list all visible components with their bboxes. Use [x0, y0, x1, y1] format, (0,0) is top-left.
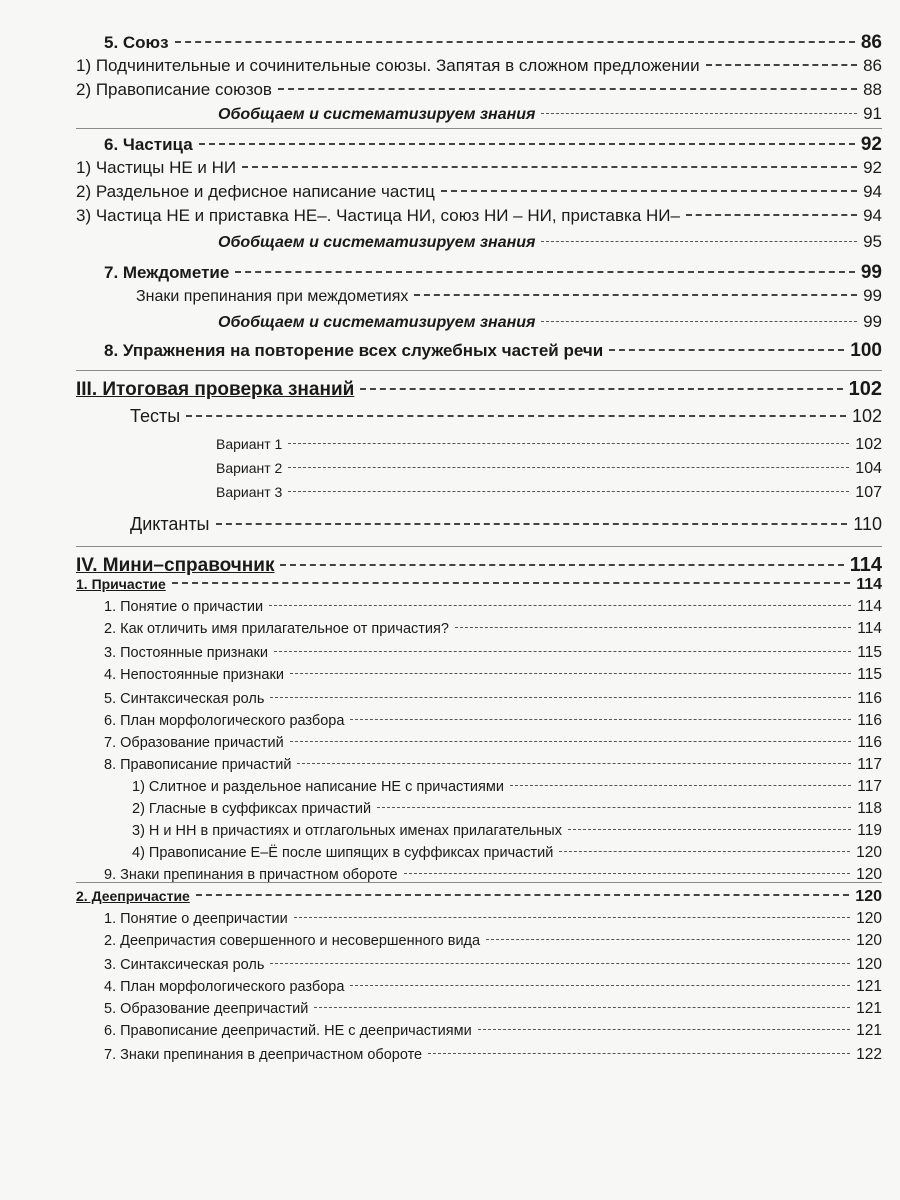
toc-page-number: 91: [863, 104, 882, 123]
toc-page-number: 94: [863, 182, 882, 201]
dot-leader: [294, 917, 850, 918]
dot-leader: [175, 41, 855, 43]
toc-entry: [76, 206, 882, 226]
toc-entry: [104, 644, 882, 662]
toc-entry: [104, 134, 882, 156]
toc-page-number: 118: [857, 800, 882, 817]
toc-page-number: 94: [863, 206, 882, 225]
toc-entry: [216, 436, 882, 454]
toc-entry-title: 3. Постоянные признаки: [104, 645, 268, 661]
toc-entry-title: 7. Знаки препинания в деепричастном обороте: [104, 1047, 423, 1063]
toc-entry: [130, 514, 882, 535]
dot-leader: [288, 491, 849, 492]
toc-page-number: 95: [863, 232, 882, 251]
toc-page-number: 121: [856, 1022, 882, 1039]
toc-entry: [104, 756, 882, 774]
toc-page-number: 107: [855, 484, 882, 501]
dot-leader: [404, 873, 851, 874]
toc-page-number: 116: [857, 712, 882, 729]
dot-leader: [350, 985, 850, 986]
dot-leader: [235, 271, 855, 273]
toc-entry-title: 2. Деепричастие: [76, 888, 190, 904]
toc-entry: [76, 158, 882, 178]
dot-leader: [541, 113, 857, 114]
toc-page-number: 102: [851, 406, 882, 426]
toc-entry: [104, 1022, 882, 1040]
section-divider: [76, 370, 882, 371]
dot-leader: [706, 64, 857, 66]
toc-entry-title: 1. Понятие о деепричастии: [104, 911, 288, 927]
dot-leader: [280, 564, 843, 566]
toc-page-number: 116: [857, 690, 882, 707]
toc-entry-title: 9. Знаки препинания в причастном обороте: [104, 867, 398, 883]
toc-entry: [104, 1046, 882, 1064]
dot-leader: [290, 673, 851, 674]
dot-leader: [377, 807, 851, 808]
toc-entry: [216, 460, 882, 478]
toc-entry-title: 6. Частица: [104, 135, 193, 154]
toc-entry: [132, 778, 882, 796]
toc-entry: [76, 80, 882, 100]
toc-entry: [136, 286, 882, 306]
dot-leader: [360, 388, 842, 390]
toc-entry: [130, 406, 882, 427]
toc-entry: [104, 734, 882, 752]
toc-page-number: 120: [856, 932, 882, 949]
toc-entry: [76, 888, 882, 906]
dot-leader: [486, 939, 850, 940]
dot-leader: [278, 88, 857, 90]
dot-leader: [288, 443, 849, 444]
toc-entry-title: 8. Упражнения на повторение всех служебных частей речи: [104, 341, 604, 360]
toc-page-number: 114: [857, 598, 882, 615]
toc-page-number: 120: [855, 888, 882, 905]
dot-leader: [350, 719, 851, 720]
toc-entry-title: Вариант 3: [216, 484, 283, 500]
toc-entry: [104, 620, 882, 638]
toc-entry: [76, 378, 882, 401]
toc-page-number: 115: [857, 666, 882, 683]
toc-entry-title: Диктанты: [130, 514, 210, 534]
dot-leader: [297, 763, 851, 764]
toc-page-number: 121: [856, 1000, 882, 1017]
toc-entry-title: 3. Синтаксическая роль: [104, 957, 265, 973]
toc-entry-title: 4. Непостоянные признаки: [104, 667, 284, 683]
toc-entry: [76, 576, 882, 594]
toc-entry-title: Тесты: [130, 406, 181, 426]
toc-entry: [216, 484, 882, 502]
toc-page-number: 116: [857, 734, 882, 751]
toc-entry: [104, 32, 882, 54]
dot-leader: [686, 214, 857, 216]
toc-page-number: 120: [856, 956, 882, 973]
toc-entry: [76, 56, 882, 76]
toc-page-number: 114: [849, 554, 882, 576]
toc-page-number: 120: [856, 844, 882, 861]
toc-entry: [104, 690, 882, 708]
toc-page-number: 99: [863, 312, 882, 331]
toc-entry: [104, 1000, 882, 1018]
toc-entry-title: 1. Причастие: [76, 576, 166, 592]
dot-leader: [314, 1007, 850, 1008]
toc-entry-title: 7. Образование причастий: [104, 735, 284, 751]
dot-leader: [609, 349, 844, 351]
toc-entry-title: 4) Правописание Е–Ё после шипящих в суффиксах причастий: [132, 845, 554, 861]
toc-page-number: 88: [863, 80, 882, 99]
dot-leader: [568, 829, 851, 830]
dot-leader: [288, 467, 849, 468]
toc-page-number: 104: [855, 460, 882, 477]
toc-page-number: 86: [860, 32, 882, 53]
toc-entry: [104, 978, 882, 996]
dot-leader: [478, 1029, 850, 1030]
dot-leader: [270, 963, 850, 964]
toc-entry-title: 2) Гласные в суффиксах причастий: [132, 801, 372, 817]
toc-entry-title: Вариант 2: [216, 460, 283, 476]
toc-entry-title: Знаки препинания при междометиях: [136, 288, 409, 305]
toc-page-number: 110: [853, 514, 882, 534]
toc-page-number: 92: [860, 134, 882, 155]
toc-entry: [104, 932, 882, 950]
toc-entry-title: III. Итоговая проверка знаний: [76, 379, 355, 400]
toc-entry-title: Обобщаем и систематизируем знания: [218, 106, 536, 123]
dot-leader: [428, 1053, 850, 1054]
dot-leader: [172, 582, 850, 584]
toc-entry-title: 4. План морфологического разбора: [104, 979, 345, 995]
toc-entry-title: Обобщаем и систематизируем знания: [218, 234, 536, 251]
toc-entry: [218, 104, 882, 124]
toc-entry: [132, 800, 882, 818]
toc-entry-title: 8. Правописание причастий: [104, 757, 292, 773]
dot-leader: [242, 166, 857, 168]
toc-entry-title: 6. План морфологического разбора: [104, 713, 345, 729]
dot-leader: [455, 627, 851, 628]
dot-leader: [186, 415, 846, 417]
toc-entry-title: 6. Правописание деепричастий. НЕ с деепричастиями: [104, 1023, 472, 1039]
toc-entry-title: Обобщаем и систематизируем знания: [218, 314, 536, 331]
toc-page-number: 86: [863, 56, 882, 75]
toc-page-number: 115: [857, 644, 882, 661]
toc-entry: [132, 822, 882, 840]
dot-leader: [441, 190, 857, 192]
toc-page-number: 120: [856, 910, 882, 927]
toc-entry: [104, 598, 882, 616]
dot-leader: [269, 605, 851, 606]
toc-page-number: 121: [856, 978, 882, 995]
toc-entry: [104, 340, 882, 362]
dot-leader: [270, 697, 851, 698]
toc-page-number: 114: [857, 620, 882, 637]
dot-leader: [541, 241, 857, 242]
section-divider: [76, 882, 882, 883]
dot-leader: [510, 785, 851, 786]
toc-entry-title: 3) Н и НН в причастиях и отглагольных именах прилагательных: [132, 823, 562, 839]
toc-entry-title: 1) Частицы НЕ и НИ: [76, 158, 237, 177]
dot-leader: [541, 321, 857, 322]
toc-entry: [76, 554, 882, 577]
toc-entry: [76, 182, 882, 202]
toc-page-number: 120: [856, 866, 882, 883]
dot-leader: [216, 523, 848, 525]
toc-entry-title: Вариант 1: [216, 436, 283, 452]
dot-leader: [290, 741, 852, 742]
toc-entry-title: 3) Частица НЕ и приставка НЕ–. Частица НИ, союз НИ – НИ, приставка НИ–: [76, 206, 680, 225]
dot-leader: [414, 294, 857, 296]
toc-entry-title: 2. Деепричастия совершенного и несовершенного вида: [104, 933, 481, 949]
toc-entry: [132, 844, 882, 862]
toc-page-number: 122: [856, 1046, 882, 1063]
toc-entry-title: 2) Правописание союзов: [76, 80, 272, 99]
toc-entry-title: 1) Слитное и раздельное написание НЕ с причастиями: [132, 779, 504, 795]
toc-page-number: 99: [863, 286, 882, 305]
toc-entry-title: 5. Синтаксическая роль: [104, 691, 265, 707]
toc-entry-title: 1) Подчинительные и сочинительные союзы. Запятая в сложном предложении: [76, 56, 700, 75]
toc-entry-title: 2) Раздельное и дефисное написание частиц: [76, 182, 435, 201]
toc-entry: [218, 312, 882, 332]
toc-entry: [104, 666, 882, 684]
toc-entry-title: IV. Мини–справочник: [76, 555, 275, 576]
toc-entry-title: 5. Образование деепричастий: [104, 1001, 309, 1017]
toc-page-number: 102: [855, 436, 882, 453]
toc-entry-title: 5. Союз: [104, 33, 169, 52]
toc-entry-title: 1. Понятие о причастии: [104, 599, 264, 615]
toc-page-number: 92: [863, 158, 882, 177]
toc-page-number: 117: [857, 756, 882, 773]
toc-page-number: 100: [850, 340, 882, 361]
toc-entry: [104, 910, 882, 928]
section-divider: [76, 128, 882, 129]
dot-leader: [559, 851, 850, 852]
toc-entry-title: 2. Как отличить имя прилагательное от причастия?: [104, 621, 449, 637]
toc-entry-title: 7. Междометие: [104, 263, 230, 282]
toc-page-number: 102: [848, 378, 882, 400]
toc-page-number: 117: [857, 778, 882, 795]
dot-leader: [196, 894, 849, 896]
toc-page-number: 99: [860, 262, 882, 283]
toc-entry: [104, 712, 882, 730]
dot-leader: [274, 651, 851, 652]
section-divider: [76, 546, 882, 547]
dot-leader: [199, 143, 855, 145]
toc-page-number: 119: [857, 822, 882, 839]
toc-entry: [104, 262, 882, 284]
toc-entry: [218, 232, 882, 252]
toc-page-number: 114: [856, 576, 882, 593]
toc-entry: [104, 956, 882, 974]
